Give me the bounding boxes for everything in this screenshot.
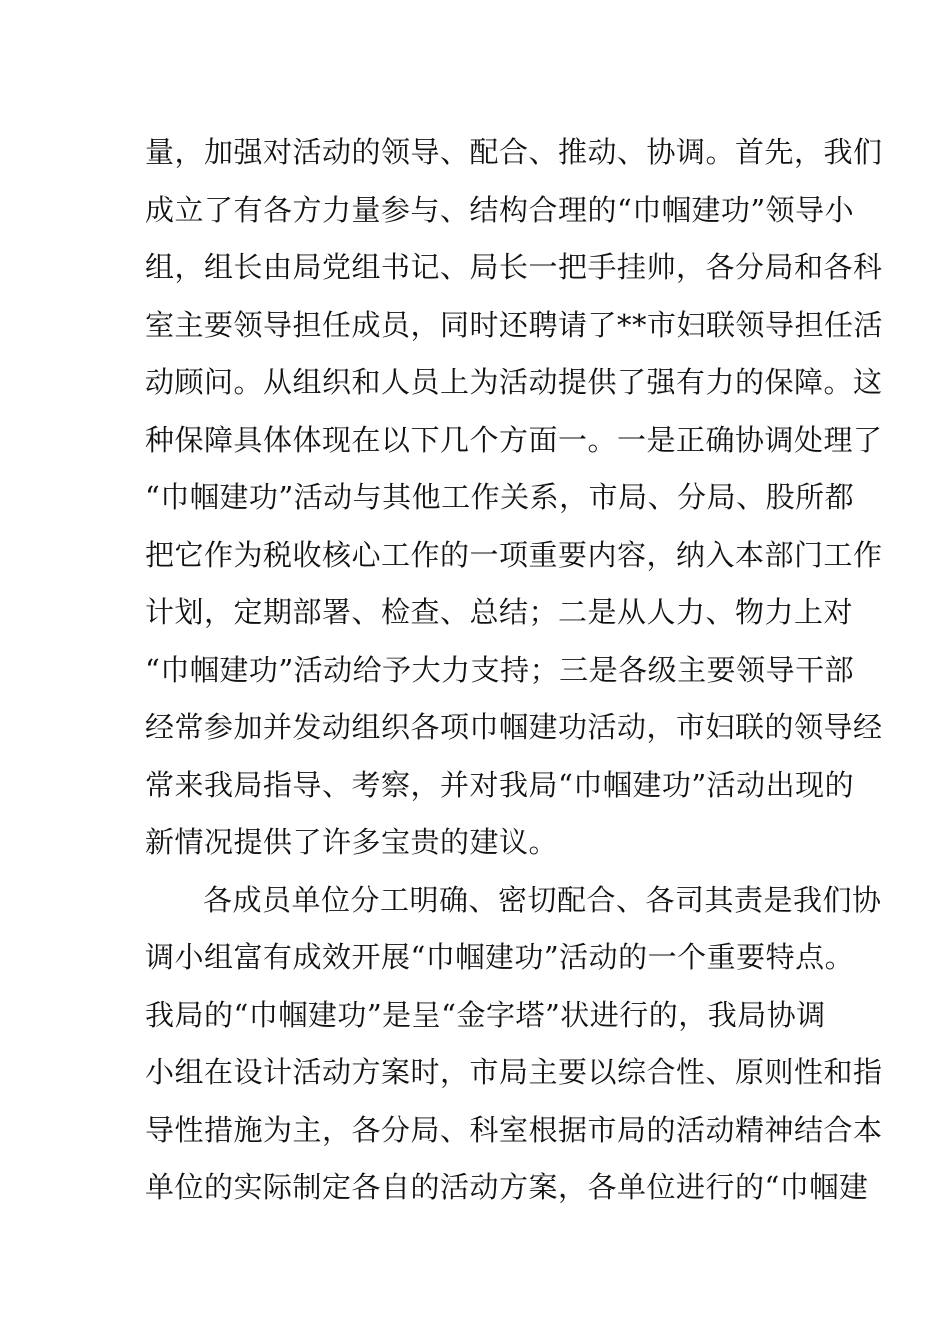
paragraph-line: 各成员单位分工明确、密切配合、各司其责是我们协 xyxy=(203,882,882,917)
paragraph-line: 单位的实际制定各自的活动方案，各单位进行的“巾帼建 xyxy=(145,1170,869,1204)
body-text xyxy=(145,124,884,1217)
paragraph-line: 经常参加并发动组织各项巾帼建功活动，市妇联的领导经 xyxy=(145,710,883,744)
paragraph-line: 计划，定期部署、检查、总结；二是从人力、物力上对 xyxy=(145,595,854,629)
paragraph-line: “巾帼建功”活动与其他工作关系，市局、分局、股所都 xyxy=(145,480,855,514)
paragraph-line: 动顾问。从组织和人员上为活动提供了强有力的保障。这 xyxy=(145,365,883,399)
paragraph-line: 我局的“巾帼建功”是呈“金字塔”状进行的，我局协调 xyxy=(145,997,826,1032)
paragraph-line: 常来我局指导、考察，并对我局“巾帼建功”活动出现的 xyxy=(145,767,855,802)
paragraph-line: 小组在设计活动方案时，市局主要以综合性、原则性和指 xyxy=(145,1055,883,1089)
paragraph-line: 新情况提供了许多宝贵的建议。 xyxy=(145,825,559,859)
paragraph-line: “巾帼建功”活动给予大力支持；三是各级主要领导干部 xyxy=(145,652,855,687)
paragraph-line: 量，加强对活动的领导、配合、推动、协调。首先，我们 xyxy=(145,135,883,169)
paragraph-line: 室主要领导担任成员，同时还聘请了**市妇联领导担任活 xyxy=(145,307,884,342)
paragraph-line: 成立了有各方力量参与、结构合理的“巾帼建功”领导小 xyxy=(145,192,855,227)
paragraph-line: 把它作为税收核心工作的一项重要内容，纳入本部门工作 xyxy=(145,537,883,572)
paragraph-line: 导性措施为主，各分局、科室根据市局的活动精神结合本 xyxy=(145,1112,883,1147)
paragraph-line: 种保障具体体现在以下几个方面一。一是正确协调处理了 xyxy=(145,422,883,457)
paragraph-line: 调小组富有成效开展“巾帼建功”活动的一个重要特点。 xyxy=(145,940,855,974)
paragraph-line: 组，组长由局党组书记、局长一把手挂帅，各分局和各科 xyxy=(145,250,883,284)
